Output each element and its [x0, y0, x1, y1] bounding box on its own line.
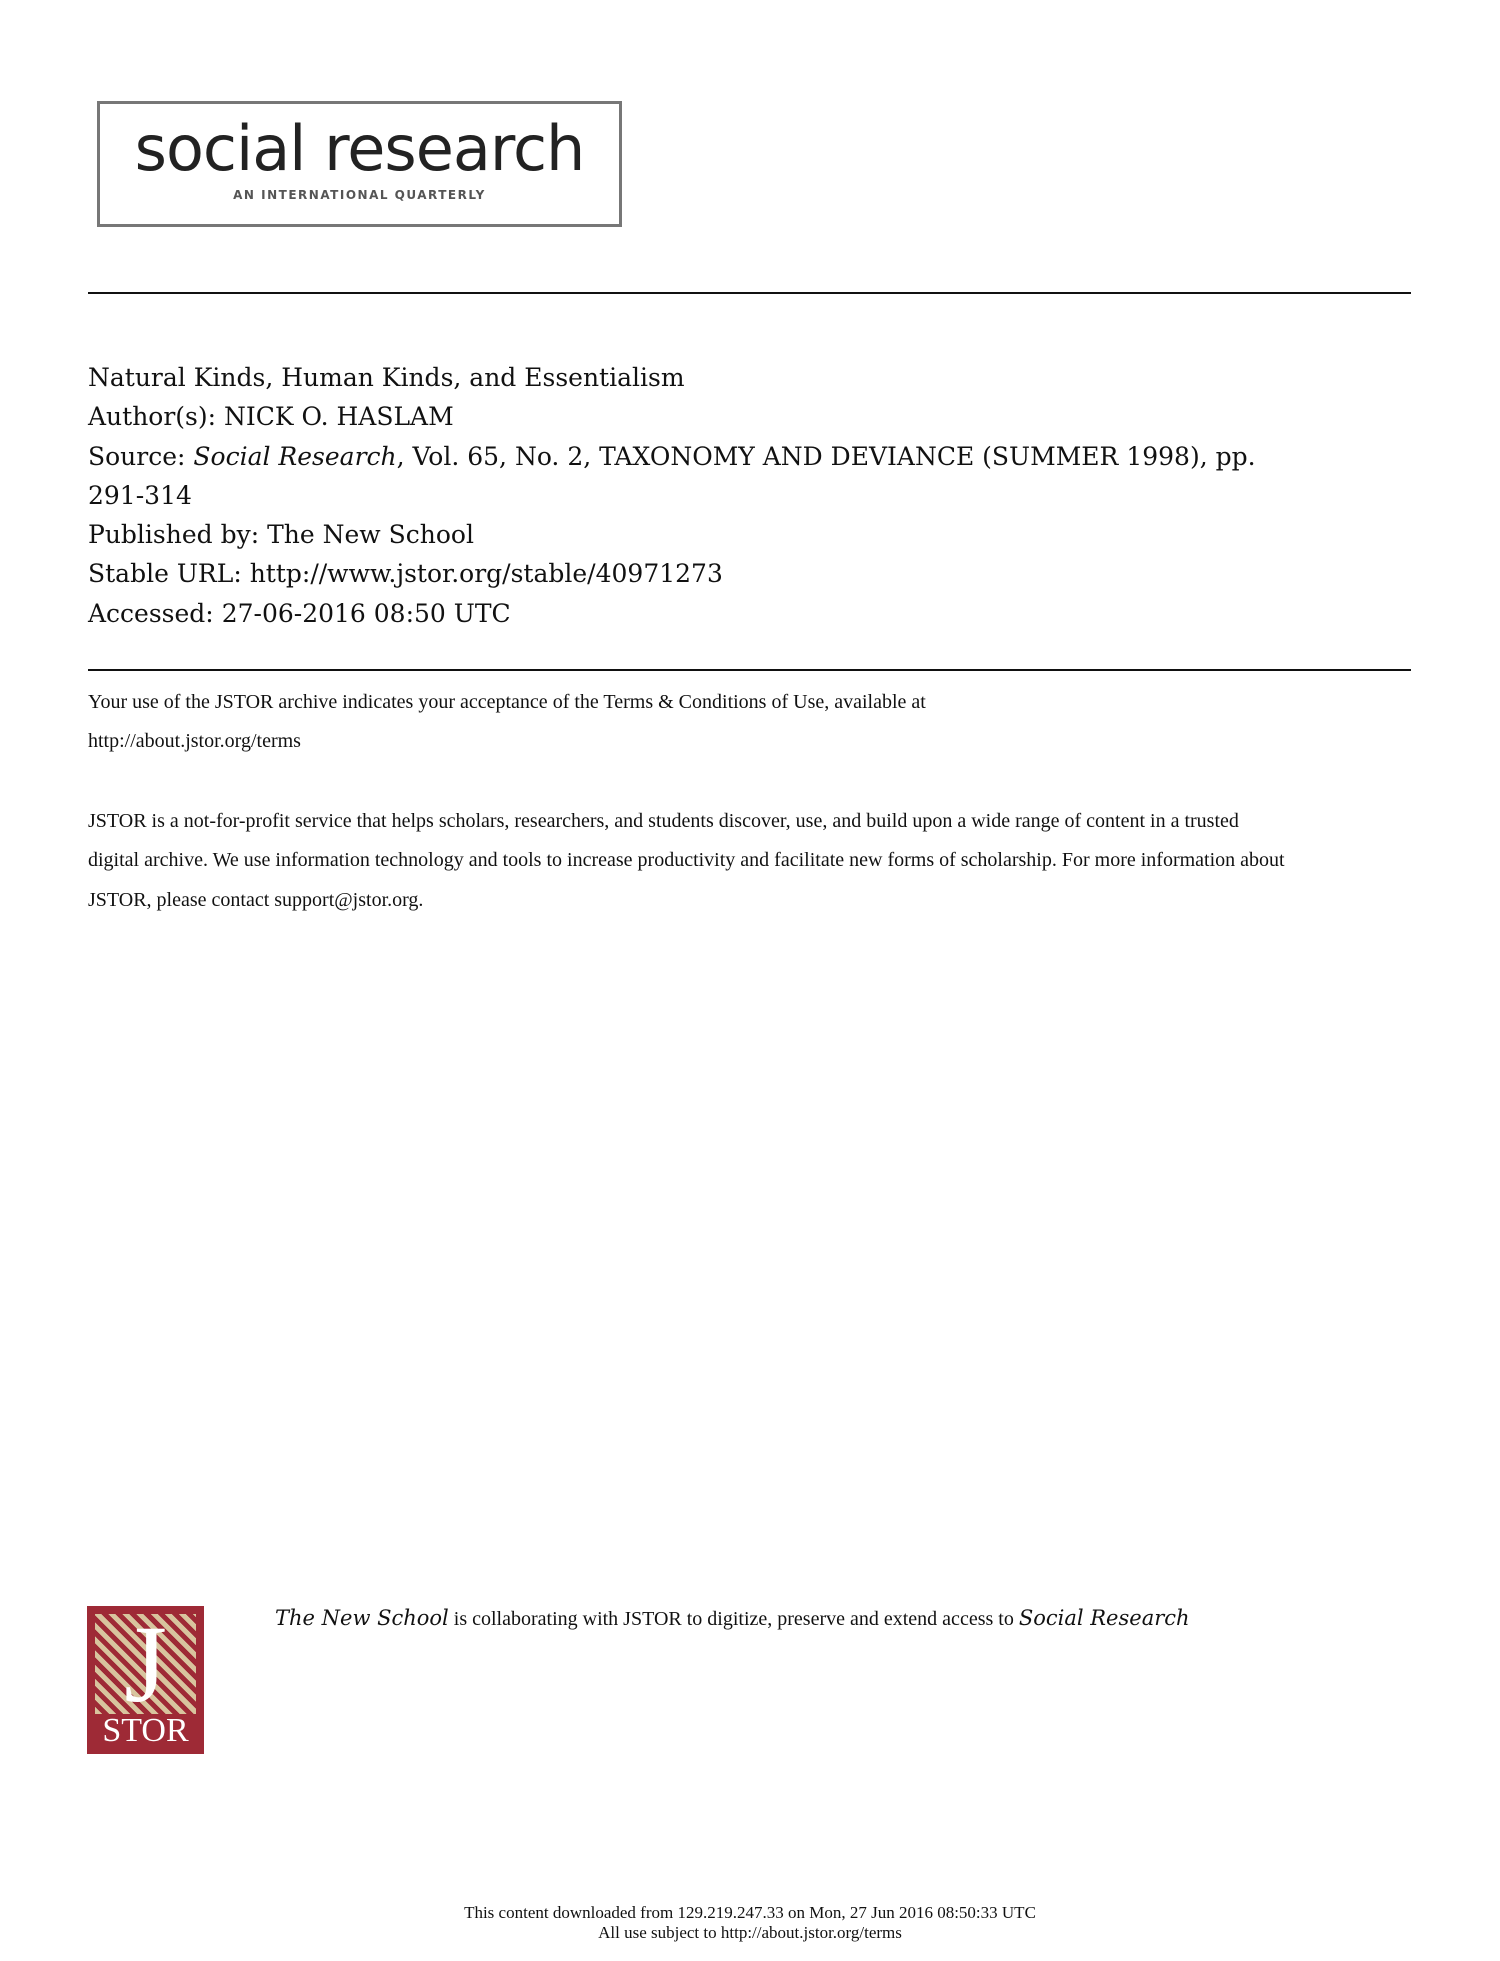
divider-bottom	[88, 669, 1411, 671]
source-pages: 291-314	[88, 480, 192, 510]
terms-link[interactable]: http://about.jstor.org/terms	[88, 730, 301, 753]
source-journal: Social Research	[193, 441, 397, 471]
footer-terms: All use subject to http://about.jstor.org/terms	[598, 1923, 902, 1942]
publisher-line	[88, 515, 1418, 554]
journal-logo	[97, 101, 622, 227]
collaboration-notice	[275, 1606, 1190, 1631]
accessed-date: 27-06-2016 08:50 UTC	[221, 598, 511, 628]
author-label: Author(s):	[88, 402, 217, 432]
jstor-logo-letter: J	[124, 1603, 167, 1725]
logo-title: social research	[134, 112, 585, 185]
about-line: JSTOR, please contact support@jstor.org.	[88, 888, 424, 911]
stable-url-link[interactable]: http://www.jstor.org/stable/40971273	[249, 559, 723, 589]
author-line	[88, 397, 1418, 436]
terms-text: Your use of the JSTOR archive indicates your acceptance of the Terms & Conditions of Use, available at	[88, 691, 926, 713]
source-line	[88, 437, 1418, 476]
jstor-logo-text: STOR	[102, 1712, 189, 1749]
terms-notice	[88, 683, 1418, 762]
source-details: , Vol. 65, No. 2, TAXONOMY AND DEVIANCE (SUMMER 1998), pp.	[396, 441, 1256, 471]
jstor-logo	[87, 1603, 204, 1754]
publisher-label: Published by:	[88, 520, 260, 550]
url-label: Stable URL:	[88, 559, 242, 589]
author: NICK O. HASLAM	[224, 402, 454, 432]
footer-download-info: This content downloaded from 129.219.247.33 on Mon, 27 Jun 2016 08:50:33 UTC	[464, 1903, 1036, 1922]
collab-org: The New School	[275, 1606, 449, 1630]
jstor-ornament	[95, 1603, 196, 1725]
collab-text: is collaborating with JSTOR to digitize, preserve and extend access to	[448, 1608, 1019, 1630]
article-metadata	[88, 358, 1418, 633]
jstor-about	[88, 802, 1418, 920]
divider-top	[88, 292, 1411, 294]
collab-journal: Social Research	[1018, 1606, 1190, 1630]
publisher: The New School	[267, 520, 474, 550]
url-line	[88, 554, 1418, 593]
source-label: Source:	[88, 441, 186, 471]
accessed-label: Accessed:	[88, 598, 214, 628]
article-title: Natural Kinds, Human Kinds, and Essentialism	[88, 363, 685, 392]
about-line: digital archive. We use information technology and tools to increase productivity and facilitate new forms of scholarship. For more information about	[88, 849, 1285, 872]
accessed-line	[88, 594, 1418, 633]
about-line: JSTOR is a not-for-profit service that helps scholars, researchers, and students discover, use, and build upon a wide range of content in a trusted	[88, 810, 1239, 832]
footer	[0, 1903, 1500, 1943]
logo-subtitle: AN INTERNATIONAL QUARTERLY	[233, 188, 486, 202]
